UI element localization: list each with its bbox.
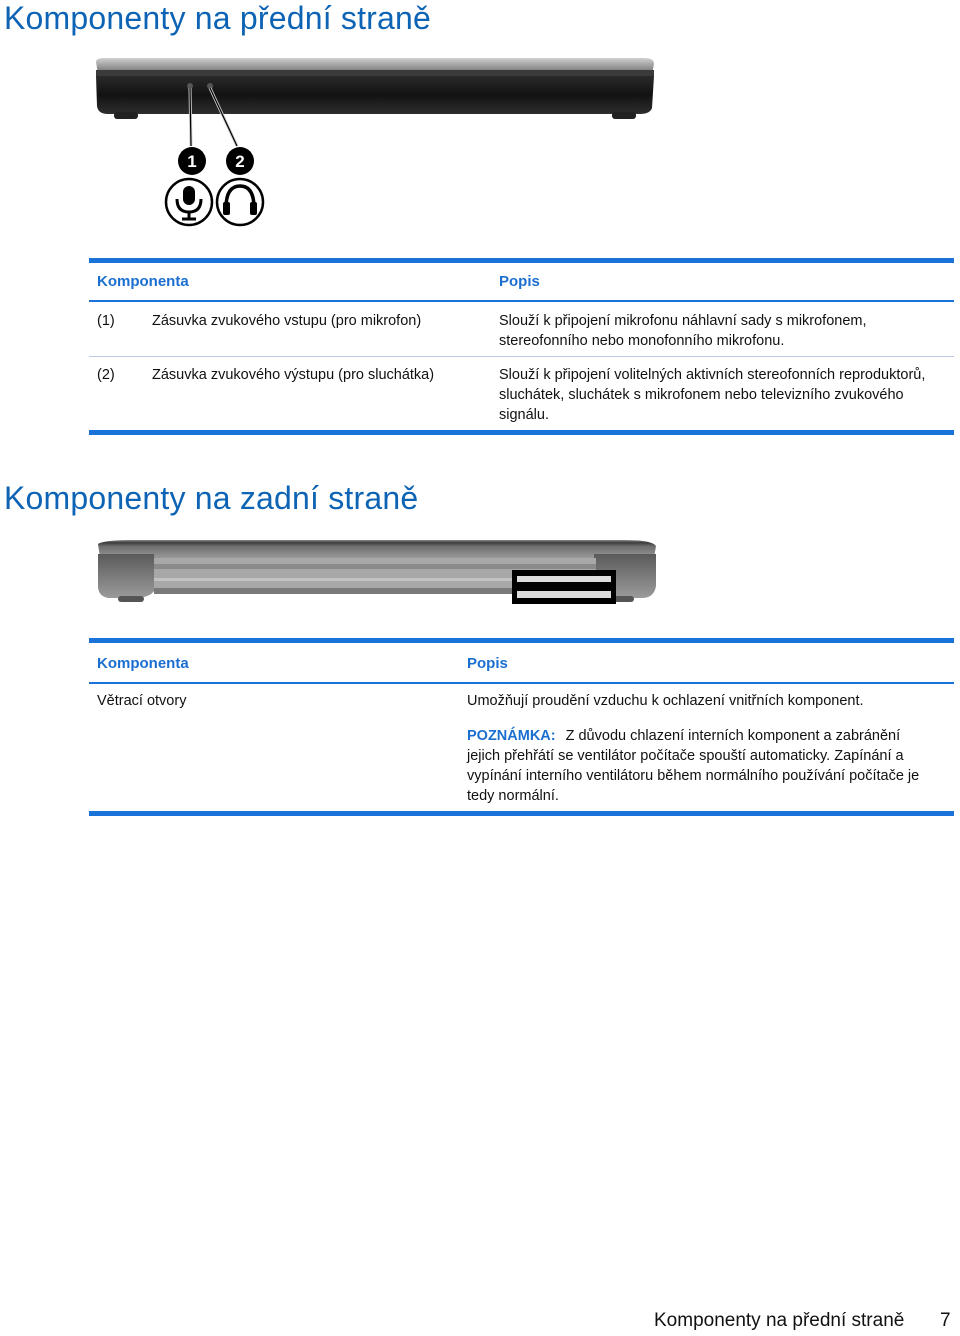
table-bottom-rule [89, 430, 954, 435]
header-rule [89, 300, 954, 302]
page-number: 7 [940, 1310, 951, 1331]
component-name: Větrací otvory [97, 693, 187, 709]
microphone-icon [166, 179, 212, 225]
component-description-line: stereofonního nebo monofonního mikrofonu. [499, 333, 785, 349]
component-description-line: signálu. [499, 407, 549, 423]
column-header-component: Komponenta [97, 655, 189, 672]
callout-1 [178, 147, 206, 175]
header-rule [89, 682, 954, 684]
note-label: POZNÁMKA: [467, 728, 556, 744]
component-description: Umožňují proudění vzduchu k ochlazení vnitřních komponent. [467, 693, 864, 709]
svg-text:2: 2 [235, 152, 245, 171]
svg-text:1: 1 [187, 152, 197, 171]
table-bottom-rule [89, 811, 954, 816]
headphones-icon [217, 179, 263, 225]
page-title: Komponenty na přední straně [4, 0, 432, 36]
column-header-component: Komponenta [97, 273, 189, 290]
note-line: tedy normální. [467, 788, 559, 804]
column-header-description: Popis [467, 655, 508, 672]
note-line: vypínání interního ventilátoru během normálního používání počítače je [467, 768, 920, 784]
component-description-line: Slouží k připojení volitelných aktivních stereofonních reproduktorů, [499, 367, 926, 383]
row-divider [89, 356, 954, 357]
component-name: Zásuvka zvukového výstupu (pro sluchátka) [152, 367, 435, 383]
section-title: Komponenty na zadní straně [4, 480, 419, 516]
component-description-line: Slouží k připojení mikrofonu náhlavní sady s mikrofonem, [499, 313, 867, 329]
front-components-table [89, 258, 954, 438]
row-number: (1) [97, 313, 115, 329]
column-header-description: Popis [499, 273, 540, 290]
table-top-rule [89, 638, 954, 643]
laptop-front-illustration [92, 56, 662, 234]
note-text: Z důvodu chlazení interních komponent a zabránění [565, 728, 901, 744]
component-description-line: sluchátek, sluchátek s mikrofonem nebo televizního zvukového [499, 387, 904, 403]
component-name: Zásuvka zvukového vstupu (pro mikrofon) [152, 313, 422, 329]
row-number: (2) [97, 367, 115, 383]
footer-title: Komponenty na přední straně [654, 1310, 905, 1331]
note-line [467, 726, 900, 746]
callout-2 [226, 147, 254, 175]
laptop-rear-illustration [94, 538, 660, 606]
table-top-rule [89, 258, 954, 263]
rear-components-table [89, 638, 954, 820]
note-line: jejich přehřátí se ventilátor počítače spouští automaticky. Zapínání a [467, 748, 904, 764]
vent-icon [512, 570, 616, 604]
